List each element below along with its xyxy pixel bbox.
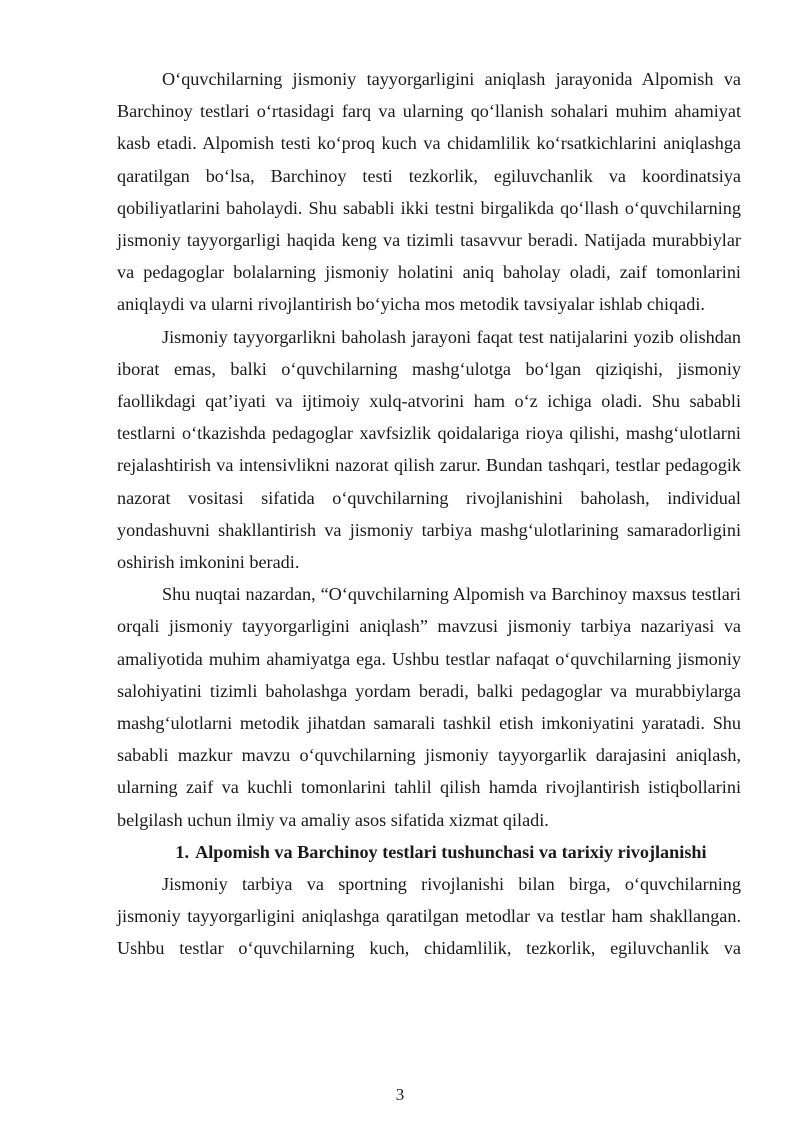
section-number: 1.: [175, 841, 190, 862]
paragraph-4: Jismoniy tarbiya va sportning rivojlanishi bilan birga, o‘quvchilarning jismoniy tayyorgarligini aniqlashga qaratilgan metodlar va testlar ham shakllangan. Ushbu testlar o‘quvchilarning kuch, chidamlilik, tezkorlik, egiluvchanlik va: [117, 874, 741, 959]
page-number: 3: [395, 1085, 405, 1104]
paragraph-1: O‘quvchilarning jismoniy tayyorgarligini aniqlash jarayonida Alpomish va Barchinoy testlari o‘rtasidagi farq va ularning qo‘llanish sohalari muhim ahamiyat kasb etadi. Alpomish testi ko‘proq kuch va chidamlilik ko‘rsatkichlarini aniqlashga qaratilgan bo‘lsa, Barchinoy testi tezkorlik, egiluvchanlik va koordinatsiya qobiliyatlarini baholaydi. Shu sababli ikki testni birgalikda qo‘llash o‘quvchilarning jismoniy tayyorgarligi haqida keng va tizimli tasavvur beradi. Natijada murabbiylar va pedagoglar bolalarning jismoniy holatini aniq baholay oladi, zaif tomonlarini aniqlaydi va ularni rivojlantirish bo‘yicha mos metodik tavsiyalar ishlab chiqadi.: [117, 69, 741, 315]
paragraph-3: Shu nuqtai nazardan, “O‘quvchilarning Alpomish va Barchinoy maxsus testlari orqali jismoniy tayyorgarligini aniqlash” mavzusi jismoniy tarbiya nazariyasi va amaliyotida muhim ahamiyatga ega. Ushbu testlar nafaqat o‘quvchilarning jismoniy salohiyatini tizimli baholashga yordam beradi, balki pedagoglar va murabbiylarga mashg‘ulotlarni metodik jihatdan samarali tashkil etish imkoniyatini yaratadi. Shu sababli mazkur mavzu o‘quvchilarning jismoniy tayyorgarlik darajasini aniqlash, ularning zaif va kuchli tomonlarini tahlil qilish hamda rivojlantirish istiqbollarini belgilash uchun ilmiy va amaliy asos sifatida xizmat qiladi.: [117, 584, 741, 830]
document-page: [117, 63, 741, 965]
paragraph-2: Jismoniy tayyorgarlikni baholash jarayoni faqat test natijalarini yozib olishdan iborat emas, balki o‘quvchilarning mashg‘ulotga bo‘lgan qiziqishi, jismoniy faollikdagi qat’iyati va ijtimoiy xulq-atvorini ham o‘z ichiga oladi. Shu sababli testlarni o‘tkazishda pedagoglar xavfsizlik qoidalariga rioya qilishi, mashg‘ulotlarni rejalashtirish va intensivlikni nazorat qilish zarur. Bundan tashqari, testlar pedagogik nazorat vositasi sifatida o‘quvchilarning rivojlanishini baholash, individual yondashuvni shakllantirish va jismoniy tarbiya mashg‘ulotlarining samaradorligini oshirish imkonini beradi.: [117, 326, 741, 573]
section-title: Alpomish va Barchinoy testlari tushunchasi va tarixiy rivojlanishi: [195, 841, 707, 862]
section-heading: [117, 836, 741, 868]
